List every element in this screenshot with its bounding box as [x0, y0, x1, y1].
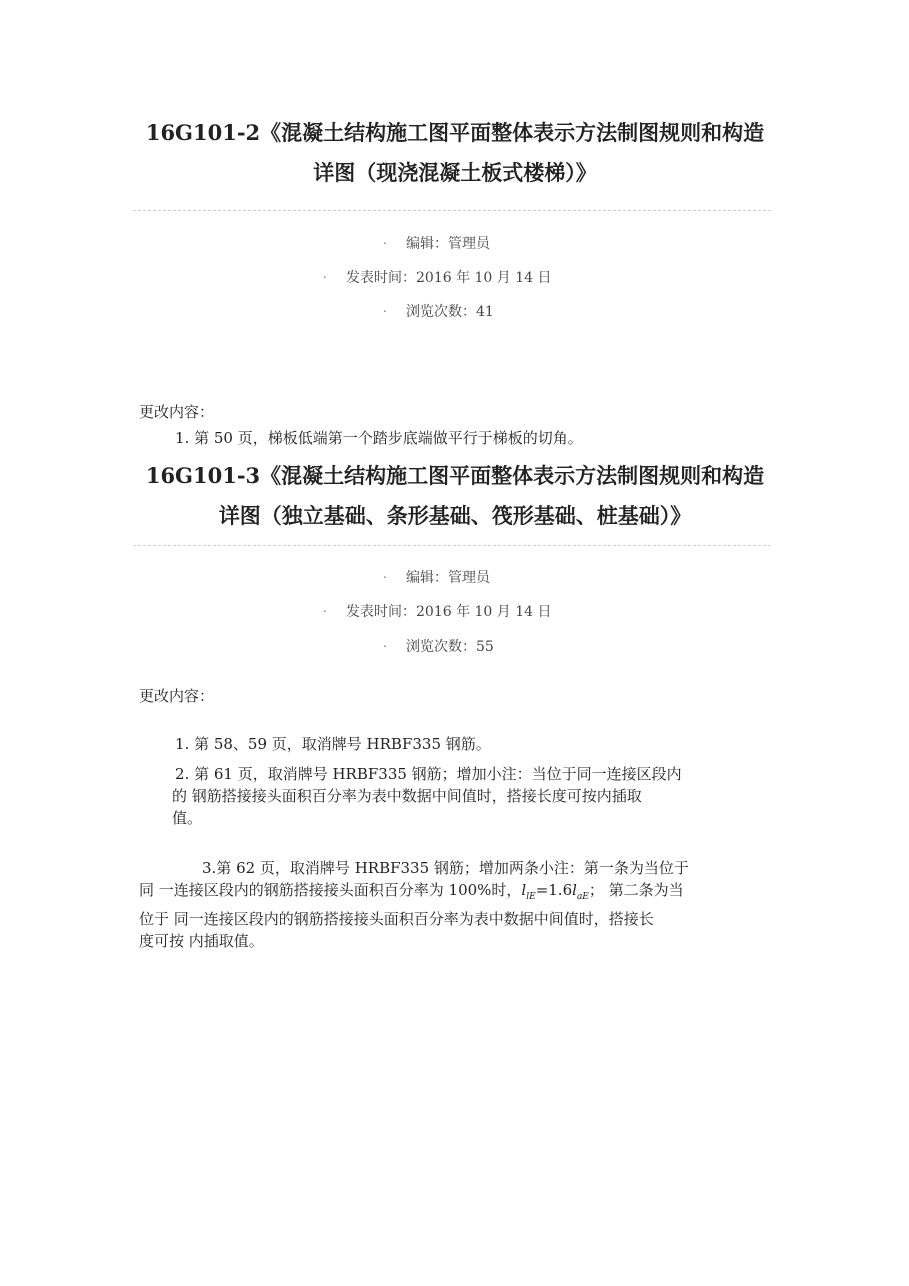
- article-title-line: 详图（独立基础、条形基础、筏形基础、桩基础）》: [218, 503, 692, 528]
- bullet-dot: .: [383, 233, 387, 247]
- change-item: [172, 763, 772, 829]
- formula-factor: =1.6: [535, 881, 573, 899]
- dashed-divider: [133, 210, 771, 211]
- article-title-line: 16G101-3《混凝土结构施工图平面整体表示方法制图规则和构造: [145, 463, 765, 488]
- change-item-text: ； 第二条为当: [588, 881, 684, 899]
- changes-heading: 更改内容：: [139, 687, 215, 705]
- article-title: [138, 456, 772, 536]
- views-text: 浏览次数：41: [406, 304, 494, 320]
- article-title-line: 16G101-2《混凝土结构施工图平面整体表示方法制图规则和构造: [145, 120, 765, 145]
- change-item: 1. 第 58、59 页，取消牌号 HRBF335 钢筋。: [175, 735, 491, 753]
- change-item: [139, 857, 779, 952]
- changes-heading: 更改内容：: [139, 403, 215, 421]
- change-item-line: 的 钢筋搭接接头面积百分率为表中数据中间值时，搭接长度可按内插取: [172, 787, 642, 805]
- bullet-dot: .: [323, 267, 327, 281]
- article-title-line: 详图（现浇混凝土板式楼梯）》: [313, 160, 597, 185]
- formula-symbol: l: [521, 881, 527, 899]
- date-text: 发表时间：2016 年 10 月 14 日: [346, 270, 552, 286]
- change-item-line: 2. 第 61 页，取消牌号 HRBF335 钢筋；增加小注：当位于同一连接区段内: [175, 765, 682, 783]
- formula-lae: [572, 881, 589, 902]
- change-item-line: 3.第 62 页，取消牌号 HRBF335 钢筋；增加两条小注：第一条为当位于: [202, 859, 689, 877]
- editor-text: 编辑：管理员: [406, 236, 490, 252]
- change-item-line: 位于 同一连接区段内的钢筋搭接接头面积百分率为表中数据中间值时，搭接长: [139, 910, 654, 928]
- change-item-text: 同 一连接区段内的钢筋搭接接头面积百分率为 100%时，: [139, 881, 522, 899]
- bullet-dot: .: [323, 601, 327, 615]
- date-text: 发表时间：2016 年 10 月 14 日: [346, 604, 552, 620]
- formula-subscript: aE: [576, 892, 589, 902]
- change-item: 1. 第 50 页，梯板低端第一个踏步底端做平行于梯板的切角。: [175, 429, 583, 447]
- bullet-dot: .: [383, 567, 387, 581]
- views-text: 浏览次数：55: [406, 639, 494, 655]
- bullet-dot: .: [383, 301, 387, 315]
- editor-text: 编辑：管理员: [406, 570, 490, 586]
- article-title: [138, 113, 772, 193]
- formula-subscript: lE: [526, 892, 536, 902]
- bullet-dot: .: [383, 636, 387, 650]
- formula-symbol: l: [572, 881, 577, 899]
- change-item-line: 值。: [172, 809, 203, 827]
- change-item-line: [139, 879, 779, 908]
- formula-lle: [521, 881, 536, 902]
- dashed-divider: [133, 545, 771, 546]
- change-item-line: 度可按 内插取值。: [139, 932, 264, 950]
